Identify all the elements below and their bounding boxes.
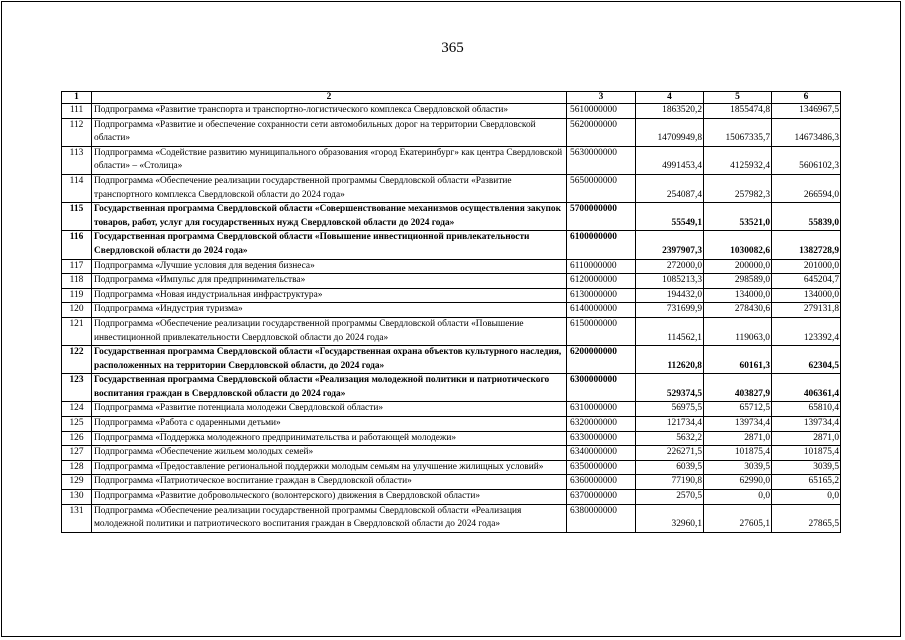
row-number-cell: 131 xyxy=(62,504,92,532)
header-cell: 3 xyxy=(567,92,636,104)
row-number-cell: 128 xyxy=(62,460,92,475)
row-number-cell: 130 xyxy=(62,490,92,505)
value-col6-cell: 279131,8 xyxy=(772,303,841,318)
program-name-cell: Подпрограмма «Лучшие условия для ведения бизнеса» xyxy=(92,259,567,274)
program-name-cell: Подпрограмма «Содействие развитию муниципального образования «город Екатеринбург» как центра Свердловской области» – «Столица» xyxy=(92,146,567,174)
program-code-cell: 6150000000 xyxy=(567,317,636,345)
value-col4-cell: 226271,5 xyxy=(636,446,704,461)
value-col4-cell: 114562,1 xyxy=(636,317,704,345)
program-name-cell: Государственная программа Свердловской области «Повышение инвестиционной привлекательности Свердловской области до 2024 года» xyxy=(92,231,567,259)
program-name-cell: Подпрограмма «Обеспечение жильем молодых семей» xyxy=(92,446,567,461)
value-col4-cell: 194432,0 xyxy=(636,288,704,303)
value-col4-cell: 272000,0 xyxy=(636,259,704,274)
table-row xyxy=(62,259,841,274)
table-row xyxy=(62,118,841,146)
program-code-cell: 6360000000 xyxy=(567,475,636,490)
value-col4-cell: 529374,5 xyxy=(636,374,704,402)
table-row xyxy=(62,374,841,402)
program-code-cell: 6380000000 xyxy=(567,504,636,532)
program-name-cell: Подпрограмма «Развитие и обеспечение сохранности сети автомобильных дорог на территории Свердловской области» xyxy=(92,118,567,146)
table-row xyxy=(62,417,841,432)
program-name-cell: Государственная программа Свердловской области «Совершенствование механизмов осуществления закупок товаров, работ, услуг для государственных нужд Свердловской области до 2024 года» xyxy=(92,203,567,231)
value-col6-cell: 406361,4 xyxy=(772,374,841,402)
program-name-cell: Подпрограмма «Импульс для предпринимательства» xyxy=(92,274,567,289)
value-col5-cell: 15067335,7 xyxy=(704,118,772,146)
program-code-cell: 6110000000 xyxy=(567,259,636,274)
value-col6-cell: 123392,4 xyxy=(772,317,841,345)
value-col4-cell: 1085213,3 xyxy=(636,274,704,289)
value-col4-cell: 121734,4 xyxy=(636,417,704,432)
value-col4-cell: 2397907,3 xyxy=(636,231,704,259)
row-number-cell: 126 xyxy=(62,431,92,446)
program-name-cell: Подпрограмма «Предоставление региональной поддержки молодым семьям на улучшение жилищных условий» xyxy=(92,460,567,475)
value-col5-cell: 1855474,8 xyxy=(704,104,772,119)
value-col5-cell: 27605,1 xyxy=(704,504,772,532)
program-code-cell: 6200000000 xyxy=(567,346,636,374)
value-col6-cell: 266594,0 xyxy=(772,174,841,202)
budget-table xyxy=(61,91,841,533)
program-name-cell: Государственная программа Свердловской области «Реализация молодежной политики и патриотического воспитания граждан в Свердловской области до 2024 года» xyxy=(92,374,567,402)
program-code-cell: 6330000000 xyxy=(567,431,636,446)
table-row xyxy=(62,104,841,119)
value-col6-cell: 1346967,5 xyxy=(772,104,841,119)
table-row xyxy=(62,504,841,532)
table-row xyxy=(62,231,841,259)
program-code-cell: 5610000000 xyxy=(567,104,636,119)
row-number-cell: 119 xyxy=(62,288,92,303)
value-col4-cell: 731699,9 xyxy=(636,303,704,318)
table-row xyxy=(62,475,841,490)
table-row xyxy=(62,288,841,303)
value-col6-cell: 101875,4 xyxy=(772,446,841,461)
table-row xyxy=(62,203,841,231)
row-number-cell: 123 xyxy=(62,374,92,402)
value-col4-cell: 56975,5 xyxy=(636,402,704,417)
value-col4-cell: 14709949,8 xyxy=(636,118,704,146)
value-col6-cell: 134000,0 xyxy=(772,288,841,303)
row-number-cell: 114 xyxy=(62,174,92,202)
value-col4-cell: 4991453,4 xyxy=(636,146,704,174)
value-col5-cell: 3039,5 xyxy=(704,460,772,475)
table-body xyxy=(62,104,841,533)
program-code-cell: 6130000000 xyxy=(567,288,636,303)
program-code-cell: 5620000000 xyxy=(567,118,636,146)
value-col6-cell: 1382728,9 xyxy=(772,231,841,259)
value-col6-cell: 645204,7 xyxy=(772,274,841,289)
row-number-cell: 125 xyxy=(62,417,92,432)
program-name-cell: Подпрограмма «Обеспечение реализации государственной программы Свердловской области «Повышение инвестиционной привлекательности Свердловской области до 2024 года» xyxy=(92,317,567,345)
value-col4-cell: 77190,8 xyxy=(636,475,704,490)
value-col5-cell: 65712,5 xyxy=(704,402,772,417)
row-number-cell: 124 xyxy=(62,402,92,417)
header-cell: 4 xyxy=(636,92,704,104)
row-number-cell: 120 xyxy=(62,303,92,318)
table-row xyxy=(62,346,841,374)
program-code-cell: 6100000000 xyxy=(567,231,636,259)
value-col5-cell: 53521,0 xyxy=(704,203,772,231)
value-col6-cell: 201000,0 xyxy=(772,259,841,274)
header-cell: 1 xyxy=(62,92,92,104)
value-col6-cell: 3039,5 xyxy=(772,460,841,475)
value-col4-cell: 2570,5 xyxy=(636,490,704,505)
program-name-cell: Подпрограмма «Работа с одаренными детьми» xyxy=(92,417,567,432)
value-col5-cell: 0,0 xyxy=(704,490,772,505)
page-number: 365 xyxy=(441,40,464,56)
value-col5-cell: 4125932,4 xyxy=(704,146,772,174)
table-row xyxy=(62,303,841,318)
value-col6-cell: 27865,5 xyxy=(772,504,841,532)
program-name-cell: Государственная программа Свердловской области «Государственная охрана объектов культурного наследия, расположенных на территории Свердловской области, до 2024 года» xyxy=(92,346,567,374)
program-code-cell: 6140000000 xyxy=(567,303,636,318)
row-number-cell: 122 xyxy=(62,346,92,374)
program-code-cell: 6120000000 xyxy=(567,274,636,289)
program-name-cell: Подпрограмма «Развитие потенциала молодежи Свердловской области» xyxy=(92,402,567,417)
row-number-cell: 111 xyxy=(62,104,92,119)
value-col4-cell: 112620,8 xyxy=(636,346,704,374)
program-code-cell: 5700000000 xyxy=(567,203,636,231)
value-col5-cell: 2871,0 xyxy=(704,431,772,446)
value-col5-cell: 62990,0 xyxy=(704,475,772,490)
program-name-cell: Подпрограмма «Развитие транспорта и транспортно-логистического комплекса Свердловской области» xyxy=(92,104,567,119)
value-col5-cell: 298589,0 xyxy=(704,274,772,289)
row-number-cell: 113 xyxy=(62,146,92,174)
row-number-cell: 116 xyxy=(62,231,92,259)
program-code-cell: 5630000000 xyxy=(567,146,636,174)
value-col6-cell: 2871,0 xyxy=(772,431,841,446)
program-name-cell: Подпрограмма «Патриотическое воспитание граждан в Свердловской области» xyxy=(92,475,567,490)
row-number-cell: 115 xyxy=(62,203,92,231)
row-number-cell: 117 xyxy=(62,259,92,274)
value-col5-cell: 257982,3 xyxy=(704,174,772,202)
header-cell: 5 xyxy=(704,92,772,104)
table-row xyxy=(62,317,841,345)
header-cell: 2 xyxy=(92,92,567,104)
value-col4-cell: 32960,1 xyxy=(636,504,704,532)
program-name-cell: Подпрограмма «Обеспечение реализации государственной программы Свердловской области «Реализация молодежной политики и патриотического воспитания граждан в Свердловской области до 2024 года» xyxy=(92,504,567,532)
program-name-cell: Подпрограмма «Развитие добровольческого (волонтерского) движения в Свердловской области» xyxy=(92,490,567,505)
program-name-cell: Подпрограмма «Поддержка молодежного предпринимательства и работающей молодежи» xyxy=(92,431,567,446)
header-cell: 6 xyxy=(772,92,841,104)
value-col5-cell: 60161,3 xyxy=(704,346,772,374)
value-col6-cell: 65810,4 xyxy=(772,402,841,417)
program-name-cell: Подпрограмма «Индустрия туризма» xyxy=(92,303,567,318)
value-col4-cell: 6039,5 xyxy=(636,460,704,475)
value-col4-cell: 5632,2 xyxy=(636,431,704,446)
value-col6-cell: 5606102,3 xyxy=(772,146,841,174)
row-number-cell: 129 xyxy=(62,475,92,490)
value-col4-cell: 254087,4 xyxy=(636,174,704,202)
program-code-cell: 6340000000 xyxy=(567,446,636,461)
row-number-cell: 118 xyxy=(62,274,92,289)
table-row xyxy=(62,174,841,202)
value-col5-cell: 139734,4 xyxy=(704,417,772,432)
program-name-cell: Подпрограмма «Обеспечение реализации государственной программы Свердловской области «Развитие транспортного комплекса Свердловской области до 2024 года» xyxy=(92,174,567,202)
program-code-cell: 6320000000 xyxy=(567,417,636,432)
value-col6-cell: 0,0 xyxy=(772,490,841,505)
table-row xyxy=(62,274,841,289)
value-col5-cell: 101875,4 xyxy=(704,446,772,461)
value-col6-cell: 65165,2 xyxy=(772,475,841,490)
value-col4-cell: 55549,1 xyxy=(636,203,704,231)
table-row xyxy=(62,431,841,446)
row-number-cell: 127 xyxy=(62,446,92,461)
value-col5-cell: 134000,0 xyxy=(704,288,772,303)
program-code-cell: 6370000000 xyxy=(567,490,636,505)
header-row xyxy=(62,92,841,104)
table-row xyxy=(62,446,841,461)
table-row xyxy=(62,402,841,417)
program-code-cell: 5650000000 xyxy=(567,174,636,202)
row-number-cell: 121 xyxy=(62,317,92,345)
value-col5-cell: 1030082,6 xyxy=(704,231,772,259)
value-col5-cell: 119063,0 xyxy=(704,317,772,345)
table-row xyxy=(62,146,841,174)
value-col6-cell: 14673486,3 xyxy=(772,118,841,146)
value-col4-cell: 1863520,2 xyxy=(636,104,704,119)
program-code-cell: 6310000000 xyxy=(567,402,636,417)
value-col5-cell: 200000,0 xyxy=(704,259,772,274)
table-row xyxy=(62,460,841,475)
value-col5-cell: 403827,9 xyxy=(704,374,772,402)
value-col5-cell: 278430,6 xyxy=(704,303,772,318)
value-col6-cell: 55839,0 xyxy=(772,203,841,231)
program-code-cell: 6350000000 xyxy=(567,460,636,475)
program-name-cell: Подпрограмма «Новая индустриальная инфраструктура» xyxy=(92,288,567,303)
value-col6-cell: 139734,4 xyxy=(772,417,841,432)
row-number-cell: 112 xyxy=(62,118,92,146)
program-code-cell: 6300000000 xyxy=(567,374,636,402)
table-row xyxy=(62,490,841,505)
value-col6-cell: 62304,5 xyxy=(772,346,841,374)
